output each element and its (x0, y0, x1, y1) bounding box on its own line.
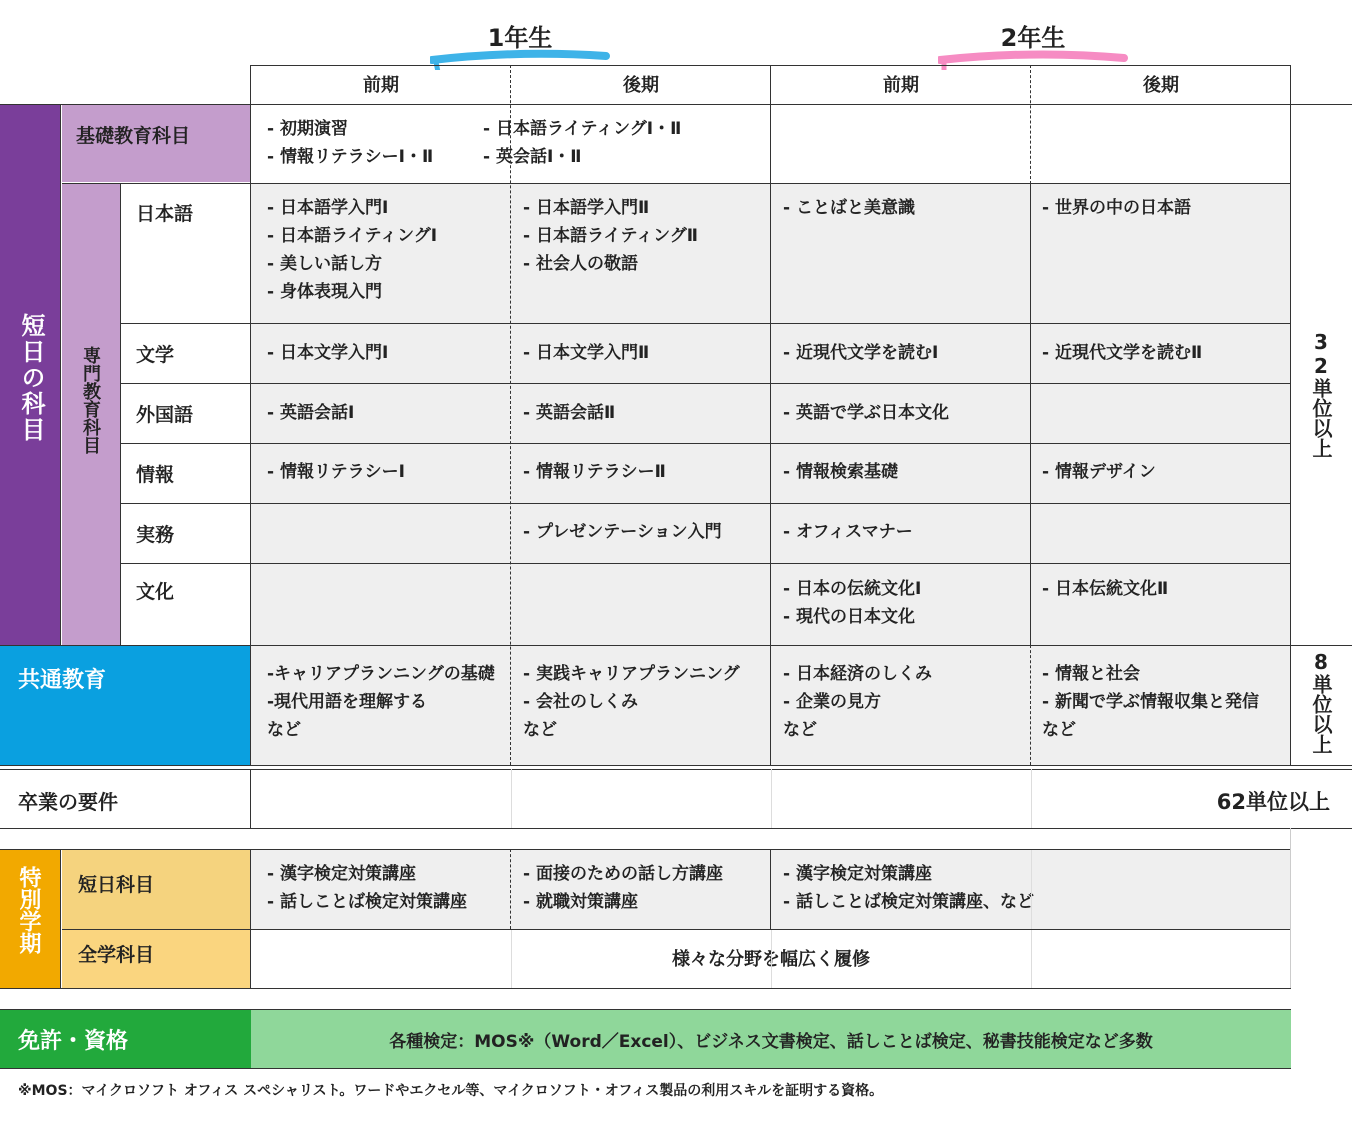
grid-line (0, 849, 1291, 850)
row-label-text: 実務 (136, 524, 175, 546)
bunka-c4 (1026, 565, 1168, 603)
grid-line (771, 930, 772, 988)
list-item: - 世界の中の日本語 (1042, 198, 1191, 218)
list-item: - 面接のための話し方講座 (523, 864, 723, 884)
list-item: -キャリアプランニングの基礎 (267, 664, 495, 684)
list-item: - 情報リテラシーⅠ (267, 462, 405, 482)
grid-line (1030, 184, 1031, 645)
list-item: - 実践キャリアプランニング (523, 664, 740, 684)
list-item: - 日本経済のしくみ (783, 664, 932, 684)
bunka-c3 (767, 565, 921, 631)
grid-line (1031, 850, 1032, 929)
jimu-c2 (507, 508, 722, 546)
tanki-units: 32単位以上 (1309, 330, 1333, 458)
bungaku-c3 (767, 329, 938, 367)
row-label-text: 文学 (136, 344, 175, 366)
nihongo-c2 (507, 184, 698, 278)
list-item: - 情報リテラシーⅠ・Ⅱ (267, 147, 434, 167)
kyotsu-label: 共通教育 (18, 668, 107, 693)
license-label: 免許・資格 (18, 1029, 129, 1054)
grid-line (121, 503, 1291, 504)
grid-line (250, 769, 251, 828)
grid-line (510, 849, 511, 929)
list-item: - 情報リテラシーⅡ (523, 462, 666, 482)
list-item: - 日本伝統文化Ⅱ (1042, 579, 1169, 599)
tanki-label-text: 短日の科目 (17, 313, 45, 443)
tokubetsu-tanki-c2 (507, 850, 723, 916)
list-item: - 話しことば検定対策講座、など (783, 892, 1034, 912)
list-item: - 会社のしくみ (523, 692, 638, 712)
list-item: - 情報と社会 (1042, 664, 1140, 684)
row-label-bungaku (121, 323, 251, 383)
list-item: - 現代の日本文化 (783, 607, 915, 627)
tokubetsu-zengaku-value: 様々な分野を幅広く履修 (672, 949, 870, 970)
list-item: - 近現代文学を読むⅠ (783, 343, 939, 363)
bungaku-c1 (251, 329, 388, 367)
joho-c3 (767, 448, 898, 486)
tokubetsu-tanki-c1 (251, 850, 467, 916)
tokubetsu-zengaku-label: 全学科目 (78, 944, 155, 966)
list-item: - 身体表現入門 (267, 282, 382, 302)
year2-header (938, 18, 1128, 66)
tanki-side-label (0, 105, 60, 645)
list-item: - 社会人の敬語 (523, 254, 638, 274)
list-item: など (523, 720, 557, 740)
list-item: -現代用語を理解する (267, 692, 428, 712)
grid-line (250, 65, 251, 765)
graduation-label: 卒業の要件 (18, 790, 118, 814)
tokubetsu-tanki-label-cell (62, 850, 251, 929)
list-item: - 就職対策講座 (523, 892, 638, 912)
list-item: など (267, 720, 301, 740)
graduation-value: 62単位以上 (1216, 790, 1330, 814)
row-label-text: 情報 (136, 464, 175, 486)
tokubetsu-tanki-label: 短日科目 (78, 874, 155, 896)
kiso-cell-year2 (771, 105, 1291, 184)
grid-line (62, 183, 1291, 184)
row-label-text: 外国語 (136, 404, 194, 426)
grid-line (1290, 65, 1291, 765)
grid-line (1030, 65, 1031, 184)
semester-2-zenki: 前期 (883, 75, 919, 96)
semester-2-kouki: 後期 (1143, 75, 1179, 96)
list-item: - 近現代文学を読むⅡ (1042, 343, 1203, 363)
list-item: - 美しい話し方 (267, 254, 382, 274)
license-label-cell (0, 1010, 251, 1068)
grid-line (1031, 930, 1032, 988)
grid-line (0, 828, 1352, 829)
gaikokugo-c3 (767, 389, 949, 427)
list-item: - 日本の伝統文化Ⅰ (783, 579, 922, 599)
grid-line (770, 849, 771, 929)
list-item: - オフィスマナー (783, 522, 913, 542)
grid-line (121, 383, 1291, 384)
joho-c2 (507, 448, 666, 486)
list-item: - 日本語ライティングⅡ (523, 226, 698, 246)
kyotsu-units: 8単位以上 (1309, 650, 1333, 754)
grid-line (0, 769, 1352, 770)
semester-1-zenki: 前期 (363, 75, 399, 96)
semester-1-kouki: 後期 (623, 75, 659, 96)
year1-label: 1年生 (487, 24, 553, 52)
grid-line (0, 645, 1352, 646)
grid-line (0, 1009, 1291, 1010)
kyotsu-c4 (1026, 650, 1259, 744)
kyotsu-c3 (767, 650, 932, 744)
grid-line (1031, 769, 1032, 828)
gaikokugo-c2 (507, 389, 615, 427)
grid-line (1030, 645, 1031, 765)
grid-line (120, 184, 121, 645)
list-item: - 日本語ライティングⅠ (267, 226, 438, 246)
grid-line (511, 930, 512, 988)
grid-line (771, 769, 772, 828)
list-item: - 漢字検定対策講座 (267, 864, 416, 884)
joho-c1 (251, 448, 405, 486)
list-item: - 英語会話Ⅰ (267, 403, 355, 423)
senmon-label: 専門教育科目 (80, 346, 101, 454)
grid-line (60, 105, 61, 645)
license-value-cell (251, 1010, 1291, 1068)
row-label-bunka (121, 563, 251, 645)
row-label-nihongo (121, 184, 251, 323)
grid-line (121, 563, 1291, 564)
tokubetsu-side-label (0, 850, 60, 988)
bungaku-c2 (507, 329, 649, 367)
list-item: など (1042, 720, 1076, 740)
list-item: - 企業の見方 (783, 692, 881, 712)
nihongo-c1 (251, 184, 437, 306)
joho-c4 (1026, 448, 1156, 486)
kiso-list-right (467, 105, 681, 171)
list-item: - 英語で学ぶ日本文化 (783, 403, 949, 423)
grid-line (0, 988, 1291, 989)
jimu-c3 (767, 508, 913, 546)
gaikokugo-c1 (251, 389, 354, 427)
list-item: - ことばと美意識 (783, 198, 915, 218)
tokubetsu-label-text: 特別学期 (16, 866, 41, 954)
list-item: - 漢字検定対策講座 (783, 864, 932, 884)
kiso-list-left (251, 105, 433, 171)
year2-label: 2年生 (1000, 24, 1066, 52)
list-item: - 情報デザイン (1042, 462, 1156, 482)
row-label-text: 文化 (136, 581, 175, 603)
grid-line (250, 849, 251, 988)
grid-line (510, 65, 511, 765)
kyotsu-c1 (251, 650, 495, 744)
kiso-cell-year1 (251, 105, 771, 184)
kyotsu-c2 (507, 650, 740, 744)
grid-line (770, 65, 771, 765)
tokubetsu-tanki-c34 (767, 850, 1034, 916)
kiso-label: 基礎教育科目 (76, 125, 191, 147)
list-item: - 日本語ライティングⅠ・Ⅱ (483, 119, 682, 139)
grid-line (60, 849, 61, 988)
grid-line (511, 769, 512, 828)
list-item: - 英会話Ⅰ・Ⅱ (483, 147, 582, 167)
kiso-label-cell (62, 105, 251, 182)
nihongo-c4 (1026, 184, 1191, 222)
list-item: - 日本文学入門Ⅱ (523, 343, 650, 363)
grid-line (121, 443, 1291, 444)
list-item: - 初期演習 (267, 119, 348, 139)
grid-line (0, 104, 1352, 105)
list-item: - 新聞で学ぶ情報収集と発信 (1042, 692, 1259, 712)
bungaku-c4 (1026, 329, 1202, 367)
list-item: - 話しことば検定対策講座 (267, 892, 467, 912)
footnote: ※MOS：マイクロソフト オフィス スペシャリスト。ワードやエクセル等、マイクロソフト・オフィス製品の利用スキルを証明する資格。 (18, 1083, 884, 1099)
list-item: など (783, 720, 817, 740)
list-item: - 日本語学入門Ⅰ (267, 198, 389, 218)
senmon-label-cell (62, 184, 120, 645)
row-label-gaikokugo (121, 383, 251, 443)
list-item: - 情報検索基礎 (783, 462, 898, 482)
grid-line (0, 1068, 1291, 1069)
row-label-jimu (121, 503, 251, 563)
grid-line (62, 929, 1291, 930)
nihongo-c3 (767, 184, 915, 222)
kyotsu-label-cell (0, 645, 251, 765)
grid-line (121, 323, 1291, 324)
grid-line (1290, 828, 1291, 988)
grid-line (250, 65, 1291, 66)
row-label-text: 日本語 (136, 203, 194, 225)
grid-line (0, 765, 1352, 766)
list-item: - プレゼンテーション入門 (523, 522, 722, 542)
list-item: - 日本文学入門Ⅰ (267, 343, 389, 363)
license-value: 各種検定：MOS※（Word／Excel）、ビジネス文書検定、話しことば検定、秘書技能検定など多数 (389, 1032, 1153, 1052)
list-item: - 日本語学入門Ⅱ (523, 198, 650, 218)
list-item: - 英語会話Ⅱ (523, 403, 616, 423)
year1-header (430, 18, 610, 66)
tokubetsu-zengaku-label-cell (62, 930, 251, 988)
row-label-joho (121, 443, 251, 503)
